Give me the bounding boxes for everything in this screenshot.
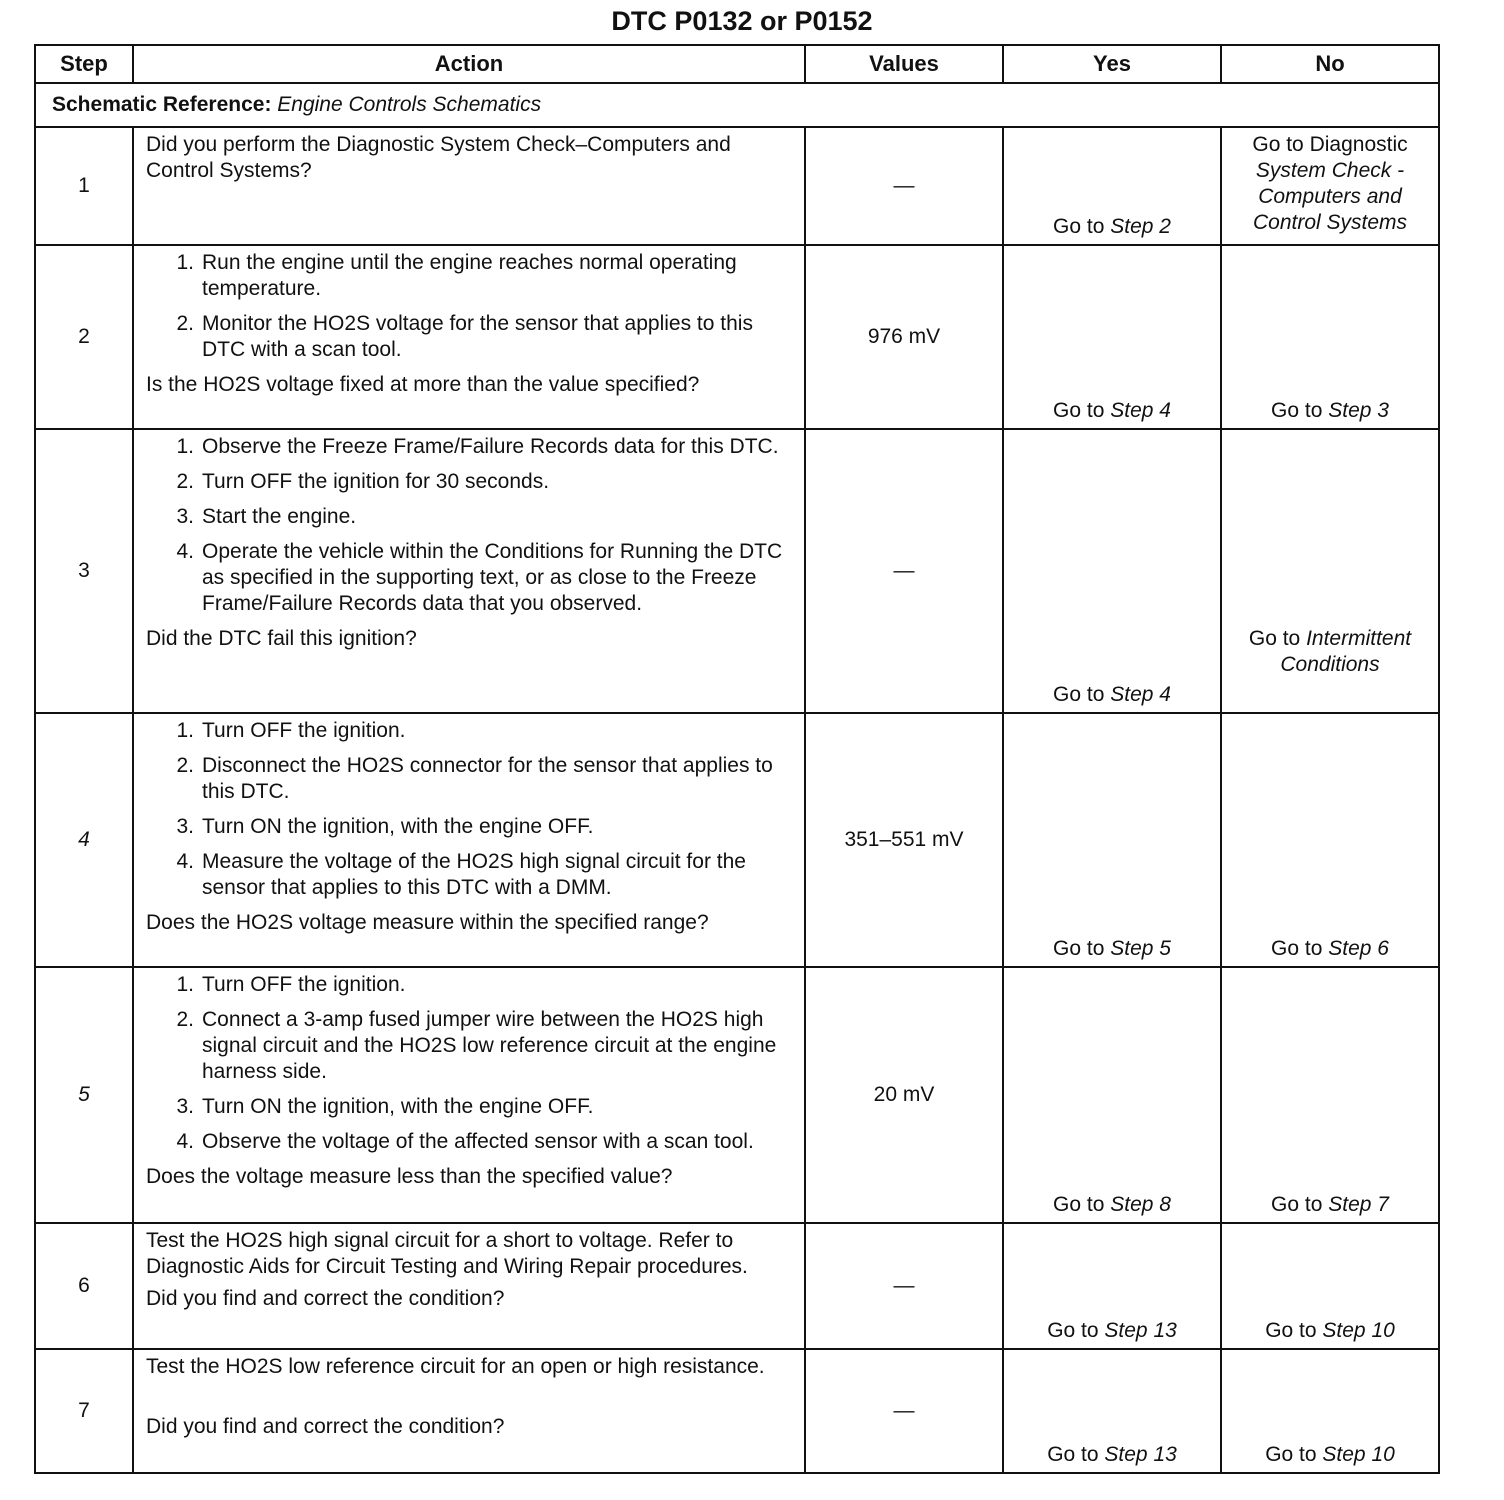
table-row [35,429,1439,713]
action-list [146,718,792,901]
value-cell: — [805,429,1003,713]
header-no: No [1221,45,1439,83]
list-item: 2. Connect a 3-amp fused jumper wire between the HO2S high signal circuit and the HO2S low reference circuit at the engine harness side. [176,1008,777,1083]
list-item: 1. Turn OFF the ignition. [176,719,406,742]
yes-cell: Go to Step 4 [1003,245,1221,429]
yes-cell [1003,127,1221,245]
action-text: Did you perform the Diagnostic System Check–Computers and Control Systems? [146,133,731,182]
no-target-line: Computers and [1258,185,1402,208]
header-values: Values [805,45,1003,83]
action-cell [133,1349,805,1473]
table-row [35,245,1439,429]
schematic-reference-label: Schematic Reference: [52,93,272,116]
header-action: Action [133,45,805,83]
list-item: 1. Observe the Freeze Frame/Failure Records data for this DTC. [176,435,779,458]
step-number: 3 [35,429,133,713]
value-cell: 351–551 mV [805,713,1003,967]
value-cell: — [805,1223,1003,1349]
action-list [146,250,792,363]
yes-target: Step 13 [1104,1443,1177,1466]
list-item: 2. Disconnect the HO2S connector for the sensor that applies to this DTC. [176,754,773,803]
action-question: Did you find and correct the condition? [146,1415,505,1438]
list-item: 2. Monitor the HO2S voltage for the sensor that applies to this DTC with a scan tool. [176,312,753,361]
step-number: 1 [35,127,133,245]
no-target: Step 6 [1328,937,1389,960]
yes-target: Step 4 [1110,683,1171,706]
go-to-label: Go to [1053,215,1105,238]
table-row [35,1349,1439,1473]
action-question: Did you find and correct the condition? [146,1287,505,1310]
yes-cell: Go to Step 8 [1003,967,1221,1223]
yes-target: Step 4 [1110,399,1171,422]
schematic-reference-row [35,83,1439,127]
yes-target: Step 5 [1110,937,1171,960]
list-item: 4. Operate the vehicle within the Conditions for Running the DTC as specified in the supporting text, or as close to the Freeze Frame/Failure Records data that you observed. [176,540,783,615]
step-number: 2 [35,245,133,429]
no-target-line: Control Systems [1252,211,1408,234]
no-cell: Go to Intermittent Conditions [1221,429,1439,713]
value-cell: — [805,1349,1003,1473]
page-title: DTC P0132 or P0152 [611,6,873,36]
step-number: 4 [35,713,133,967]
step-number: 6 [35,1223,133,1349]
header-row [35,45,1439,83]
action-question: Is the HO2S voltage fixed at more than the value specified? [146,373,700,396]
no-cell: Go to Step 6 [1221,713,1439,967]
list-item: 2. Turn OFF the ignition for 30 seconds. [176,470,550,493]
yes-cell: Go to Step 4 [1003,429,1221,713]
no-cell: Go to Step 7 [1221,967,1439,1223]
table-row [35,127,1439,245]
list-item: 3. Turn ON the ignition, with the engine OFF. [176,1095,594,1118]
step-number: 7 [35,1349,133,1473]
list-item: 4. Observe the voltage of the affected sensor with a scan tool. [176,1130,754,1153]
action-text: Test the HO2S low reference circuit for an open or high resistance. [146,1355,765,1378]
action-question: Does the HO2S voltage measure within the specified range? [146,911,709,934]
header-yes: Yes [1003,45,1221,83]
header-step: Step [35,45,133,83]
yes-target: Step 13 [1104,1319,1177,1342]
yes-cell: Go to Step 13 [1003,1349,1221,1473]
list-item: 3. Start the engine. [176,505,357,528]
action-cell [133,967,805,1223]
action-cell [133,429,805,713]
no-target: Step 3 [1328,399,1389,422]
yes-cell: Go to Step 5 [1003,713,1221,967]
action-list [146,972,792,1155]
table-row [35,1223,1439,1349]
action-list [146,434,792,617]
list-item: 1. Run the engine until the engine reaches normal operating temperature. [176,251,737,300]
no-target-line: System Check - [1255,159,1405,182]
value-cell: 976 mV [805,245,1003,429]
schematic-reference-value: Engine Controls Schematics [277,93,542,116]
yes-target: Step 2 [1110,215,1171,238]
no-target: Step 10 [1322,1443,1395,1466]
list-item: 3. Turn ON the ignition, with the engine OFF. [176,815,594,838]
no-target: Intermittent Conditions [1280,627,1412,676]
action-question: Did the DTC fail this ignition? [146,627,417,650]
no-cell: Go to Step 10 [1221,1223,1439,1349]
list-item: 4. Measure the voltage of the HO2S high signal circuit for the sensor that applies to this DTC with a DMM. [176,850,746,899]
action-question: Does the voltage measure less than the specified value? [146,1165,673,1188]
action-cell [133,245,805,429]
no-cell [1221,127,1439,245]
action-cell [133,713,805,967]
action-cell [133,127,805,245]
diagnostic-table [34,44,1440,1474]
table-row [35,967,1439,1223]
no-target-line: Go to Diagnostic [1252,133,1408,156]
yes-target: Step 8 [1110,1193,1171,1216]
no-target: Step 10 [1322,1319,1395,1342]
value-cell: 20 mV [805,967,1003,1223]
action-text: Test the HO2S high signal circuit for a short to voltage. Refer to Diagnostic Aids for Circuit Testing and Wiring Repair procedures. [146,1229,748,1278]
no-cell: Go to Step 3 [1221,245,1439,429]
step-number: 5 [35,967,133,1223]
list-item: 1. Turn OFF the ignition. [176,973,406,996]
value-cell: — [805,127,1003,245]
yes-cell: Go to Step 13 [1003,1223,1221,1349]
action-cell [133,1223,805,1349]
table-row [35,713,1439,967]
no-cell: Go to Step 10 [1221,1349,1439,1473]
no-target: Step 7 [1328,1193,1389,1216]
